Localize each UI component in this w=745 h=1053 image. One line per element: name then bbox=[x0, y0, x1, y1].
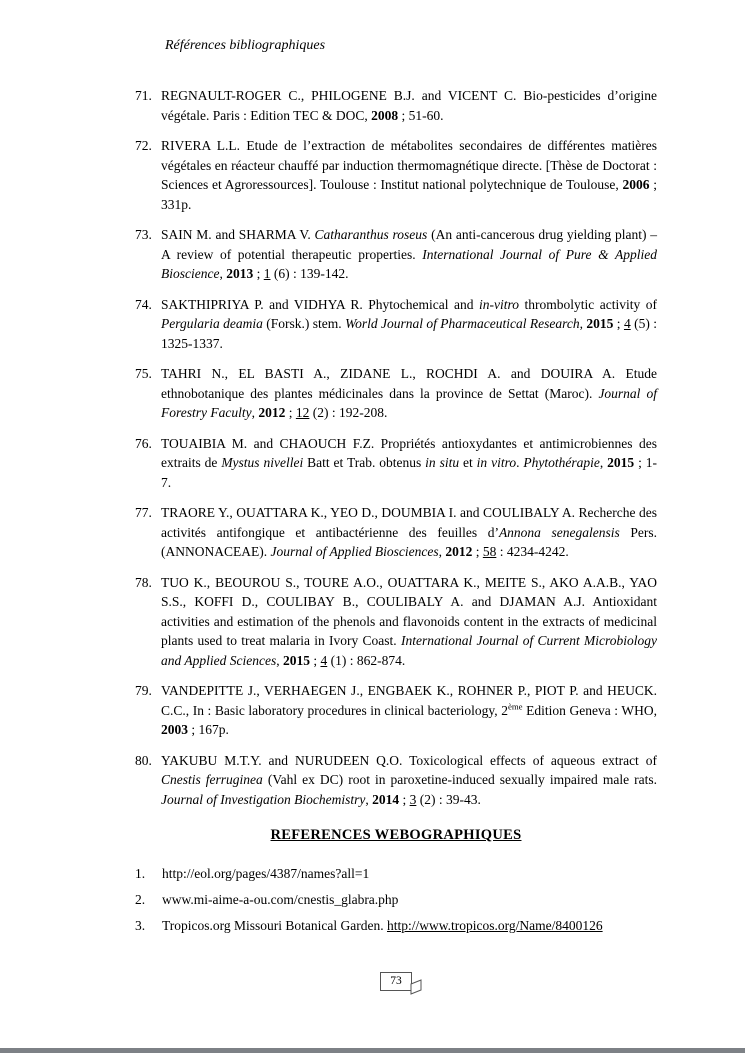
text-segment: in vitro bbox=[476, 455, 517, 470]
text-segment: ; 167p. bbox=[188, 722, 229, 737]
text-segment: Pergularia deamia bbox=[161, 316, 263, 331]
reference-number: 74. bbox=[135, 296, 152, 312]
reference-item bbox=[135, 225, 657, 284]
text-segment: 2012 bbox=[258, 405, 286, 420]
text-segment: Phytothérapie bbox=[523, 455, 600, 470]
text-segment: (Forsk.) stem. bbox=[262, 316, 346, 331]
reference-number: 73. bbox=[135, 227, 152, 242]
webography-list bbox=[135, 864, 657, 935]
reference-number: 77. bbox=[135, 505, 152, 520]
text-segment: 4 bbox=[320, 652, 328, 668]
text-segment: thrombolytic activity of bbox=[519, 296, 657, 312]
text-segment: (5) : 1325-1337. bbox=[161, 316, 657, 351]
text-segment: ; bbox=[472, 544, 483, 559]
reference-item bbox=[135, 751, 657, 810]
text-segment: , bbox=[251, 405, 259, 420]
reference-number: 76. bbox=[135, 435, 152, 451]
webography-heading bbox=[135, 827, 657, 844]
text-segment: , bbox=[219, 266, 227, 281]
text-segment: 2003 bbox=[161, 722, 188, 737]
reference-number: 71. bbox=[135, 88, 152, 103]
running-header: Références bibliographiques bbox=[165, 38, 326, 53]
reference-item bbox=[135, 503, 657, 562]
text-segment: 2012 bbox=[445, 544, 473, 559]
page-number-ornament bbox=[410, 979, 424, 998]
text-segment: , bbox=[276, 652, 283, 668]
page-bottom-edge bbox=[0, 1048, 745, 1053]
text-segment: ; bbox=[399, 791, 410, 807]
reference-number: 75. bbox=[135, 366, 152, 381]
text-segment: Journal of Applied Biosciences bbox=[270, 544, 439, 559]
webography-item bbox=[135, 864, 657, 883]
reference-item bbox=[135, 364, 657, 423]
text-segment: 12 bbox=[295, 405, 310, 420]
text-segment: (2) : 192-208. bbox=[309, 405, 388, 420]
text-segment: . bbox=[516, 455, 524, 470]
reference-item bbox=[135, 136, 657, 214]
text-segment: Tropicos.org Missouri Botanical Garden. bbox=[162, 918, 387, 933]
text-segment: ; 1-7. bbox=[161, 455, 657, 490]
reference-item bbox=[135, 86, 657, 125]
webography-heading-text: REFERENCES WEBOGRAPHIQUES bbox=[270, 827, 522, 843]
text-segment: ; bbox=[309, 652, 321, 668]
text-segment: TAHRI N., EL BASTI A., ZIDANE L., ROCHDI A. and DOUIRA A. Etude ethnobotanique des plantes médicinales dans la province de Settat (Maroc). bbox=[161, 366, 657, 401]
text-segment: Pers. (ANNONACEAE). bbox=[161, 524, 657, 559]
text-segment: Edition Geneva : WHO, bbox=[522, 702, 657, 718]
text-segment: , bbox=[438, 544, 446, 559]
webography-item bbox=[135, 890, 657, 909]
page-footer bbox=[135, 972, 657, 991]
text-segment: 58 bbox=[482, 544, 497, 559]
text-segment: ; bbox=[253, 266, 264, 281]
reference-item bbox=[135, 295, 657, 354]
text-segment: YAKUBU M.T.Y. and NURUDEEN Q.O. Toxicological effects of aqueous extract of bbox=[161, 752, 657, 768]
reference-number: 80. bbox=[135, 752, 152, 768]
text-segment: ; bbox=[613, 316, 624, 331]
text-segment: International Journal of Pure & Applied Bioscience bbox=[161, 246, 657, 281]
text-segment: 2006 bbox=[622, 177, 650, 192]
text-segment: VANDEPITTE J., VERHAEGEN J., ENGBAEK K., ROHNER P., PIOT P. and HEUCK. C.C., In : Basic laboratory procedures in clinical bacteriology, 2 bbox=[161, 683, 657, 718]
text-segment: Annona senegalensis bbox=[498, 524, 620, 540]
reference-item bbox=[135, 573, 657, 671]
text-segment: International Journal of Current Microbiology and Applied Sciences bbox=[161, 633, 657, 668]
text-segment: 2008 bbox=[371, 107, 399, 123]
text-segment: Journal of Investigation Biochemistry bbox=[161, 791, 366, 807]
hyperlink[interactable]: http://www.tropicos.org/Name/8400126 bbox=[387, 918, 603, 933]
references-list bbox=[135, 86, 657, 809]
text-segment: TOUAIBIA M. and CHAOUCH F.Z. Propriétés antioxydantes et antimicrobiennes des extraits de bbox=[161, 435, 657, 470]
text-segment: 3 bbox=[409, 791, 417, 807]
reference-item bbox=[135, 681, 657, 740]
text-segment: Journal of Forestry Faculty bbox=[161, 385, 658, 420]
text-segment: ; bbox=[285, 405, 296, 420]
webography-item bbox=[135, 916, 657, 935]
text-segment: TRAORE Y., OUATTARA K., YEO D., DOUMBIA I. and COULIBALY A. Recherche des activités antifongique et antibactérienne des feuilles d’ bbox=[161, 505, 657, 540]
text-segment: (1) : 862-874. bbox=[327, 652, 406, 668]
text-segment: , bbox=[599, 455, 608, 470]
text-segment: 2014 bbox=[372, 791, 400, 807]
text-segment: (6) : 139-142. bbox=[270, 266, 349, 281]
text-segment: 4 bbox=[623, 316, 631, 331]
text-segment: www.mi-aime-a-ou.com/cnestis_glabra.php bbox=[162, 892, 399, 907]
text-segment: Cnestis ferruginea bbox=[161, 772, 263, 787]
text-segment: 2015 bbox=[607, 455, 635, 470]
text-segment: SAIN M. and SHARMA V. bbox=[161, 227, 315, 242]
reference-number: 79. bbox=[135, 683, 152, 698]
text-segment: ème bbox=[507, 701, 523, 711]
text-segment: (An anti-cancerous drug yielding plant) – A review of potential therapeutic properties. bbox=[161, 227, 657, 262]
text-segment: TUO K., BEOUROU S., TOURE A.O., OUATTARA K., MEITE S., AKO A.A.B., YAO S.S., KOFFI D., COULIBAY B., COULIBALY A. and DJAMAN A.J. Antioxidant activities and estimation of the phenols and flavonoids content in the extracts of medicinal plants used to treat malaria in Ivory Coast. bbox=[161, 574, 657, 648]
text-segment: Mystus nivellei bbox=[221, 455, 304, 470]
text-segment: http://eol.org/pages/4387/names?all=1 bbox=[162, 866, 370, 881]
text-segment: et bbox=[459, 455, 477, 470]
webography-item-number: 2. bbox=[135, 892, 146, 907]
text-segment: REGNAULT-ROGER C., PHILOGENE B.J. and VICENT C. Bio-pesticides d’origine végétale. Paris : Edition TEC & DOC, bbox=[161, 88, 657, 123]
webography-item-number: 3. bbox=[135, 918, 146, 933]
text-segment: Batt et Trab. obtenus bbox=[303, 455, 426, 470]
page-number-box bbox=[380, 972, 412, 991]
page-number: 73 bbox=[390, 975, 402, 987]
text-segment: (2) : 39-43. bbox=[416, 791, 481, 807]
text-segment: Catharanthus roseus bbox=[314, 227, 428, 242]
text-segment: ; 51-60. bbox=[398, 107, 444, 123]
reference-item bbox=[135, 434, 657, 493]
text-segment: SAKTHIPRIYA P. and VIDHYA R. Phytochemical and bbox=[161, 296, 480, 312]
text-segment: 2015 bbox=[282, 652, 310, 668]
text-segment: World Journal of Pharmaceutical Research bbox=[345, 316, 580, 331]
text-segment: (Vahl ex DC) root in paroxetine-induced sexually impaired male rats. bbox=[262, 772, 657, 787]
reference-number: 78. bbox=[135, 574, 152, 590]
text-segment: 2013 bbox=[226, 266, 254, 281]
text-segment: , bbox=[579, 316, 587, 331]
reference-number: 72. bbox=[135, 138, 152, 153]
text-segment: ; 331p. bbox=[161, 177, 657, 212]
text-segment: : 4234-4242. bbox=[496, 544, 569, 559]
text-segment: 1 bbox=[263, 266, 271, 281]
text-segment: , bbox=[365, 791, 373, 807]
text-segment: in situ bbox=[425, 455, 460, 470]
webography-item-number: 1. bbox=[135, 866, 146, 881]
text-segment: RIVERA L.L. Etude de l’extraction de métabolites secondaires de différentes matières végétales en réacteur chauffé par induction thermomagnétique directe. [Thèse de Doctorat : Sciences et Agroressources]. Toulouse : Institut national polytechnique de Toulouse, bbox=[161, 138, 657, 192]
text-segment: 2015 bbox=[586, 316, 614, 331]
text-segment: in-vitro bbox=[479, 296, 520, 312]
